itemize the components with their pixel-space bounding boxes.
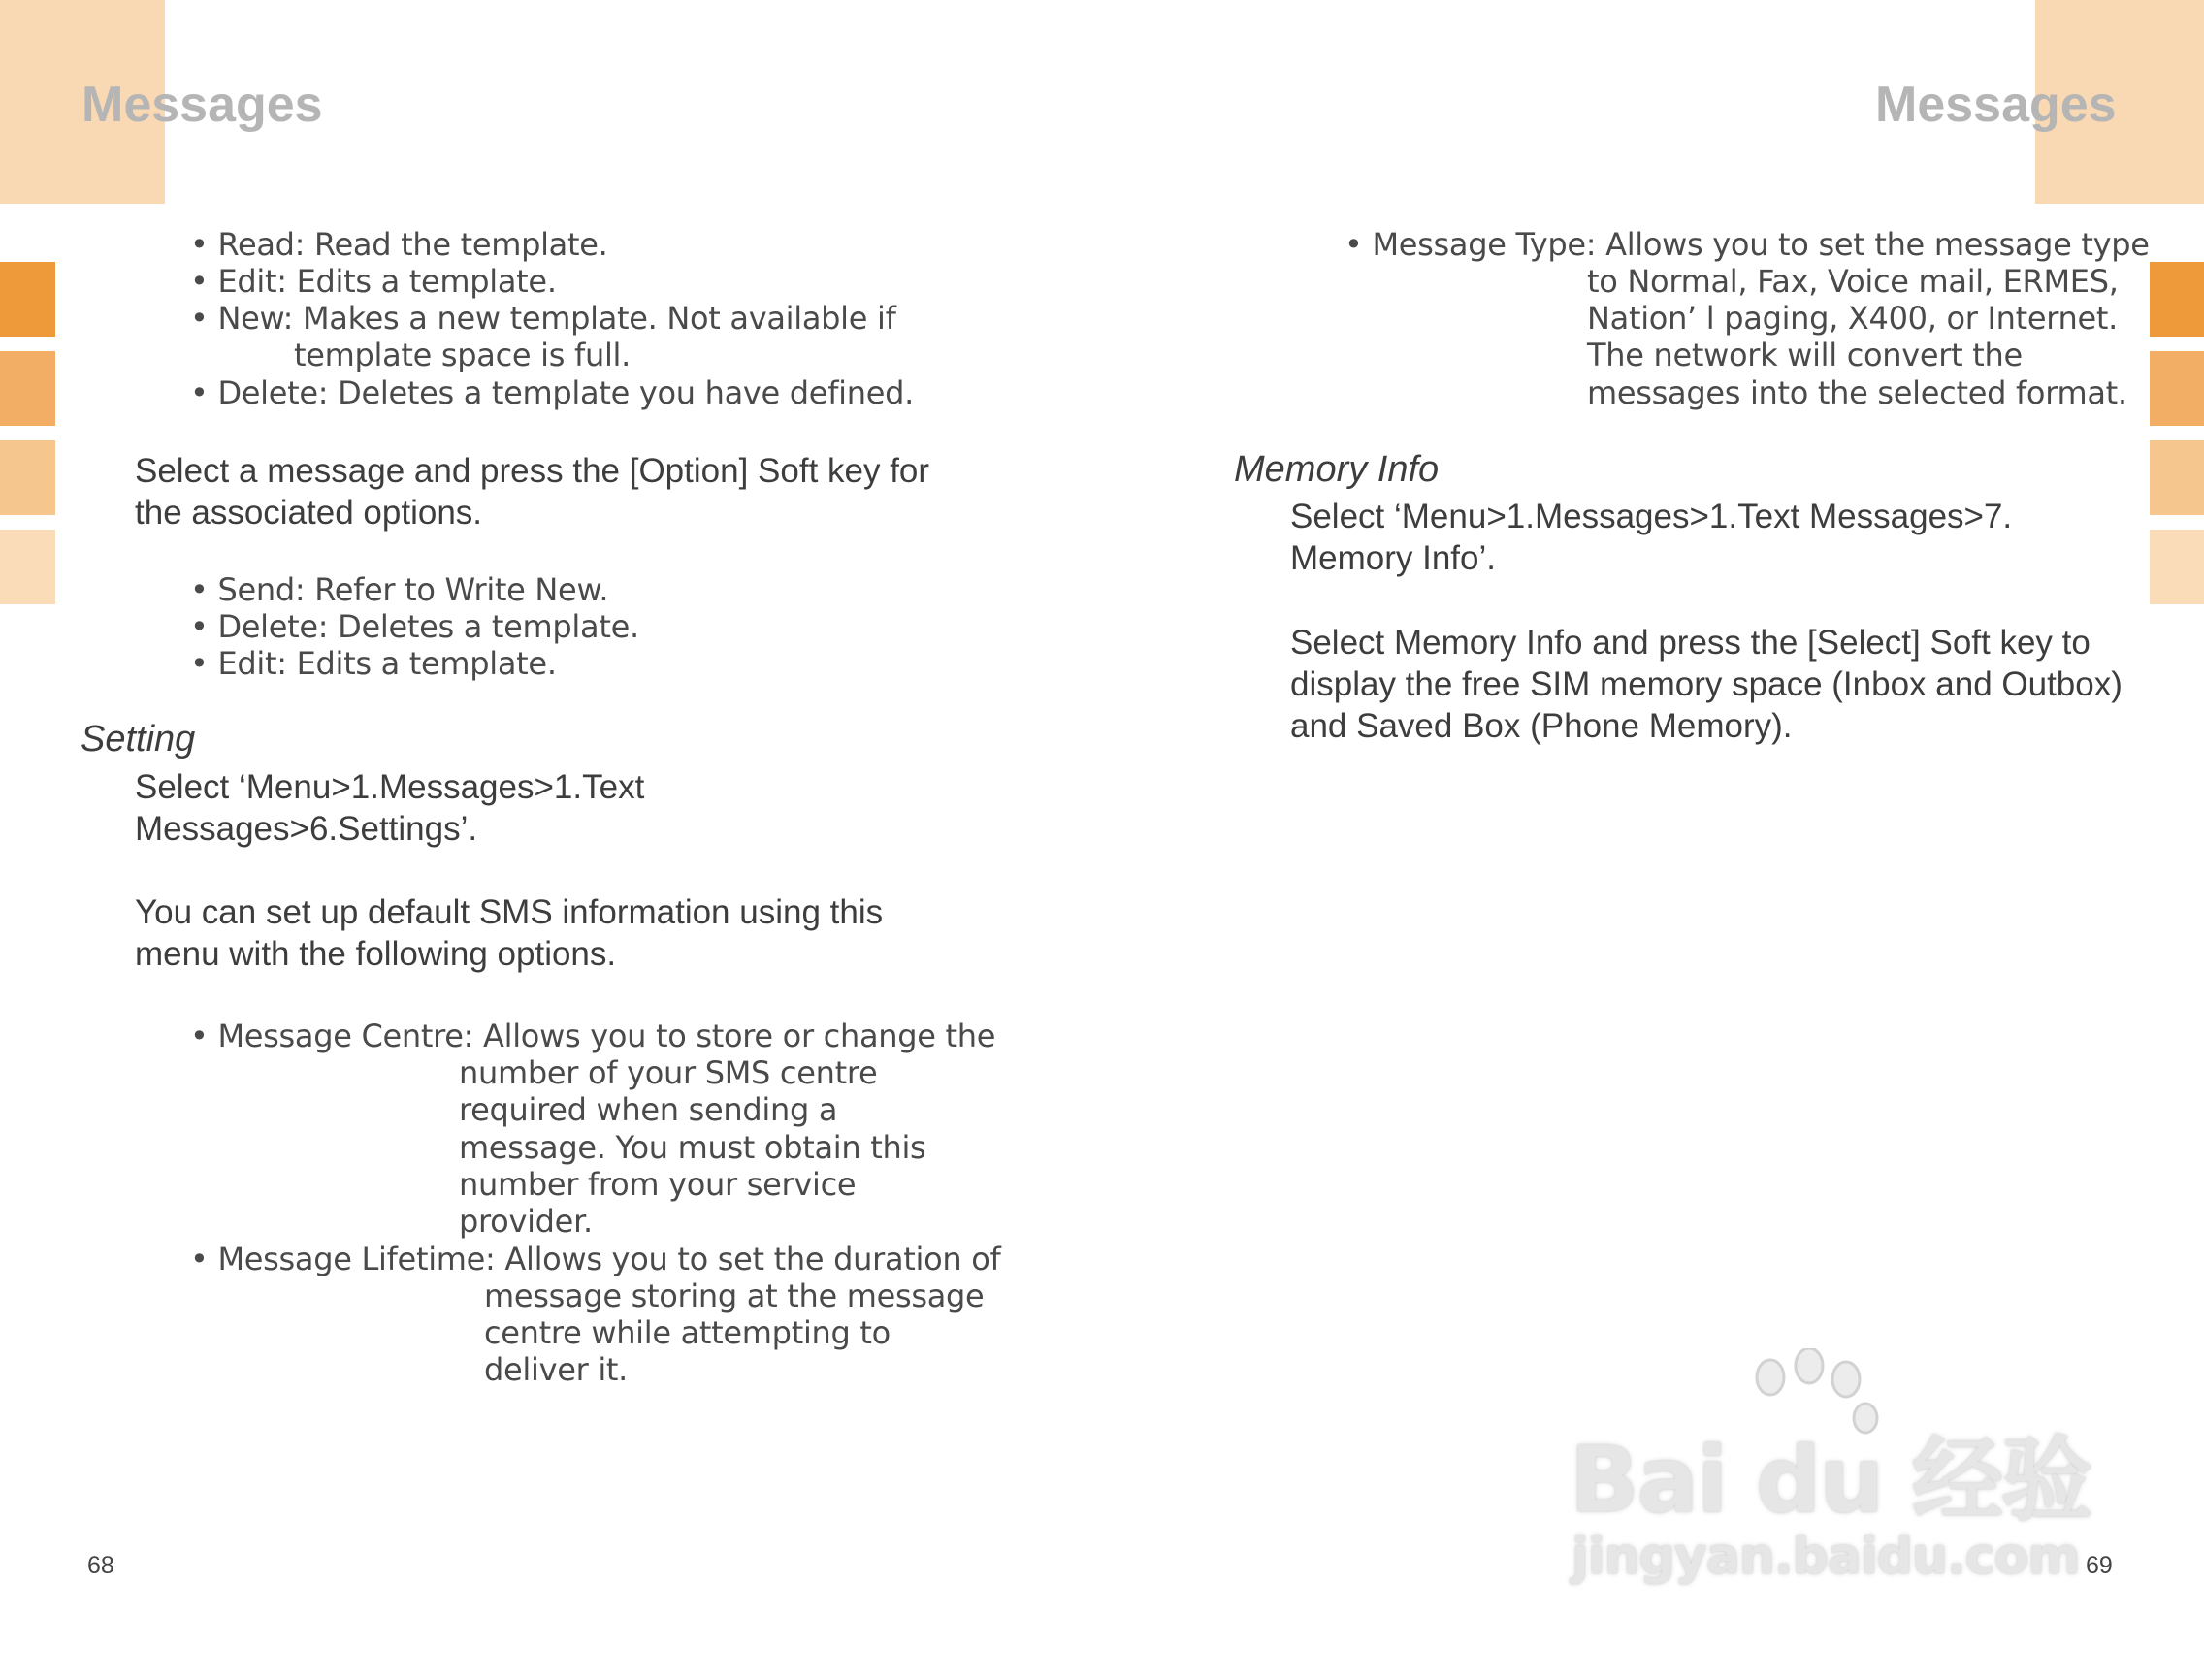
template-option-delete: • Delete: Deletes a template you have defined. (190, 374, 914, 411)
right-page-number: 69 (2086, 1552, 2113, 1579)
setting-path-line-2: Messages>6.Settings’. (135, 810, 478, 848)
left-page-number: 68 (87, 1552, 114, 1579)
memory-path-line-2: Memory Info’. (1290, 539, 1496, 577)
message-type-line-4: The network will convert the (1587, 337, 2023, 373)
right-tab-2 (2150, 351, 2204, 426)
message-type-line-5: messages into the selected format. (1587, 374, 2127, 411)
setting-heading: Setting (81, 719, 196, 759)
message-centre-line-3: required when sending a (459, 1091, 838, 1128)
select-message-line-1: Select a message and press the [Option] Soft key for (135, 452, 930, 490)
setting-intro-line-1: You can set up default SMS information using this (135, 893, 884, 931)
watermark-logo: Bai du 经验 (1570, 1428, 2091, 1534)
left-page-header: Messages (81, 77, 323, 133)
setting-path-line-1: Select ‘Menu>1.Messages>1.Text (135, 768, 645, 806)
message-centre-line-4: message. You must obtain this (459, 1129, 926, 1166)
right-tab-3 (2150, 440, 2204, 515)
message-type-line-1: • Message Type: Allows you to set the message type (1345, 226, 2150, 263)
watermark-url: jingyan.baidu.com (1572, 1528, 2080, 1586)
left-tab-3 (0, 440, 55, 515)
message-lifetime-line-1: • Message Lifetime: Allows you to set the duration of (190, 1241, 1001, 1277)
template-option-read: • Read: Read the template. (190, 226, 608, 263)
template-option-edit: • Edit: Edits a template. (190, 263, 557, 300)
memory-desc-line-2: display the free SIM memory space (Inbox and Outbox) (1290, 665, 2123, 703)
right-tab-1 (2150, 262, 2204, 337)
message-type-line-2: to Normal, Fax, Voice mail, ERMES, (1587, 263, 2119, 300)
select-message-line-2: the associated options. (135, 494, 483, 532)
message-type-line-3: Nation’ l paging, X400, or Internet. (1587, 300, 2118, 337)
message-centre-line-5: number from your service (459, 1166, 857, 1203)
memory-desc-line-3: and Saved Box (Phone Memory). (1290, 707, 1793, 745)
left-tab-2 (0, 351, 55, 426)
template-option-new-cont: template space is full. (294, 337, 632, 373)
message-lifetime-line-3: centre while attempting to (484, 1314, 891, 1351)
message-option-edit: • Edit: Edits a template. (190, 645, 557, 682)
message-option-delete: • Delete: Deletes a template. (190, 608, 639, 645)
memory-desc-line-1: Select Memory Info and press the [Select] Soft key to (1290, 624, 2091, 662)
message-centre-line-6: provider. (459, 1203, 593, 1240)
template-option-new: • New: Makes a new template. Not available if (190, 300, 896, 337)
memory-info-heading: Memory Info (1234, 449, 1440, 490)
message-centre-line-2: number of your SMS centre (459, 1054, 878, 1091)
left-tab-4 (0, 530, 55, 604)
memory-path-line-1: Select ‘Menu>1.Messages>1.Text Messages>7. (1290, 498, 2013, 535)
message-centre-line-1: • Message Centre: Allows you to store or change the (190, 1018, 996, 1054)
left-tab-1 (0, 262, 55, 337)
message-option-send: • Send: Refer to Write New. (190, 571, 609, 608)
message-lifetime-line-2: message storing at the message (484, 1277, 985, 1314)
right-page-header: Messages (1875, 77, 2117, 133)
baidu-watermark (1552, 1348, 2091, 1600)
message-lifetime-line-4: deliver it. (484, 1351, 629, 1388)
setting-intro-line-2: menu with the following options. (135, 935, 617, 973)
right-tab-4 (2150, 530, 2204, 604)
